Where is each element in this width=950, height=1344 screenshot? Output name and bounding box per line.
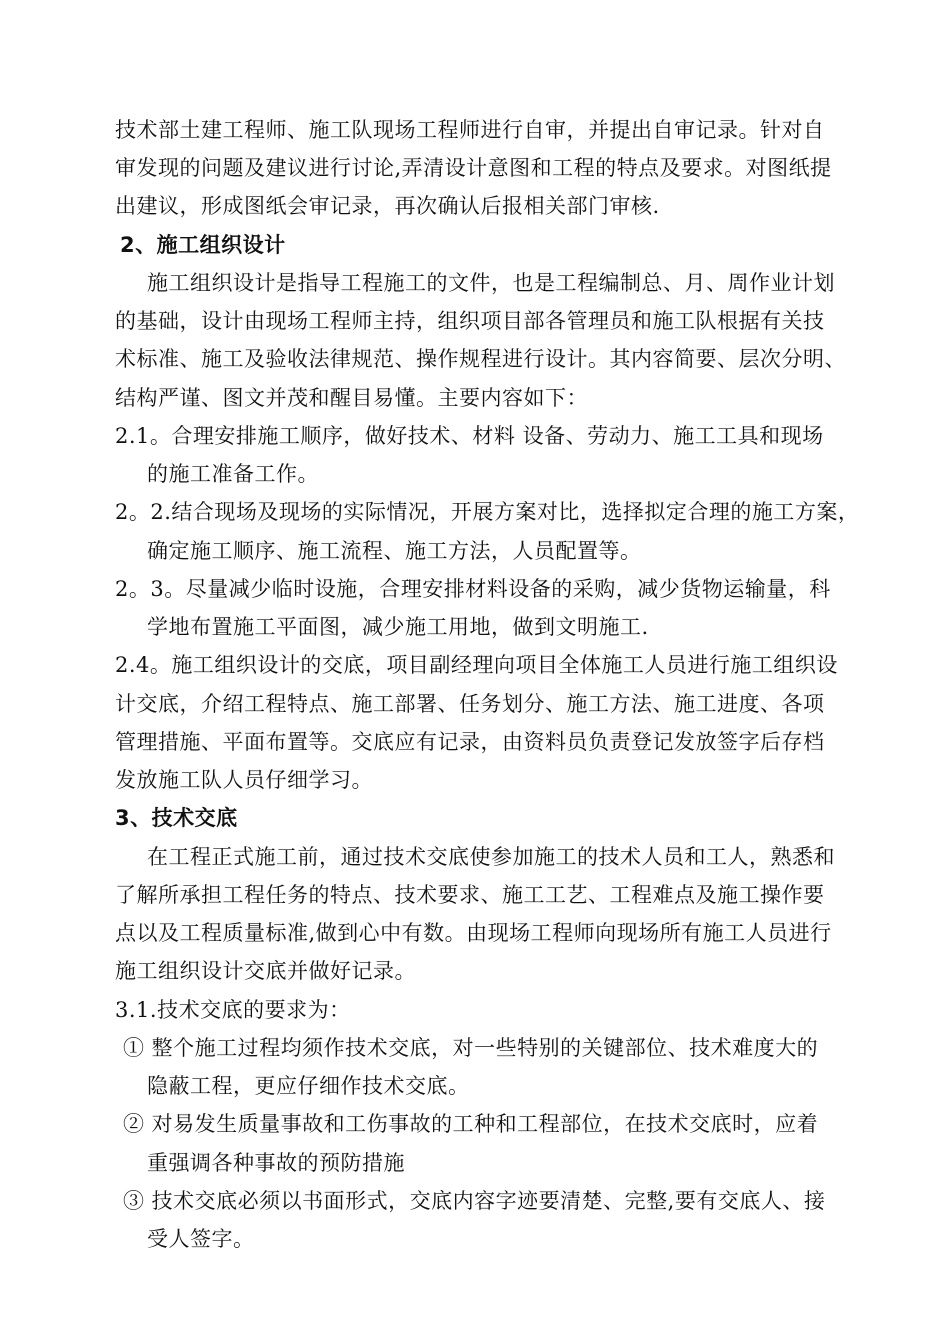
list-item-line: 2.4。施工组织设计的交底，项目副经理向项目全体施工人员进行施工组织设 xyxy=(115,653,838,677)
paragraph-line: 点以及工程质量标准,做到心中有数。由现场工程师向现场所有施工人员进行 xyxy=(115,921,832,945)
list-item-line: 确定施工顺序、施工流程、施工方法，人员配置等。 xyxy=(147,539,642,563)
paragraph-line: 施工组织设计交底并做好记录。 xyxy=(115,959,416,983)
list-item-line: ① 整个施工过程均须作技术交底，对一些特别的关键部位、技术难度大的 xyxy=(123,1036,819,1060)
paragraph-line: 施工组织设计是指导工程施工的文件，也是工程编制总、月、周作业计划 xyxy=(147,271,835,295)
list-item-line: 发放施工队人员仔细学习。 xyxy=(115,768,373,792)
list-item-line: 学地布置施工平面图，减少施工用地，做到文明施工. xyxy=(147,615,649,639)
list-item-line: ③ 技术交底必须以书面形式，交底内容字迹要清楚、完整,要有交底人、接 xyxy=(123,1189,826,1213)
list-item-line: 2。3。尽量减少临时设施，合理安排材料设备的采购，减少货物运输量，科 xyxy=(115,577,831,601)
paragraph-line: 技术部土建工程师、施工队现场工程师进行自审，并提出自审记录。针对自 xyxy=(115,118,825,142)
list-item-line: 重强调各种事故的预防措施 xyxy=(147,1151,405,1175)
list-item-line: 隐蔽工程，更应仔细作技术交底。 xyxy=(147,1074,470,1098)
list-item-line: 2。2.结合现场及现场的实际情况，开展方案对比，选择拟定合理的施工方案， xyxy=(115,500,860,524)
list-item-line: ② 对易发生质量事故和工伤事故的工种和工程部位，在技术交底时，应着 xyxy=(123,1112,819,1136)
section-heading: 3、技术交底 xyxy=(115,806,238,830)
paragraph-line: 术标准、施工及验收法律规范、操作规程进行设计。其内容简要、层次分明、 xyxy=(115,347,846,371)
paragraph-line: 在工程正式施工前，通过技术交底使参加施工的技术人员和工人，熟悉和 xyxy=(147,845,835,869)
paragraph-line: 审发现的问题及建议进行讨论,弄清设计意图和工程的特点及要求。对图纸提 xyxy=(115,156,832,180)
paragraph-line: 结构严谨、图文并茂和醒目易懂。主要内容如下： xyxy=(115,386,588,410)
paragraph-line: 了解所承担工程任务的特点、技术要求、施工工艺、工程难点及施工操作要 xyxy=(115,883,825,907)
paragraph-line: 的基础，设计由现场工程师主持，组织项目部各管理员和施工队根据有关技 xyxy=(115,309,825,333)
list-item-line: 管理措施、平面布置等。交底应有记录，由资料员负责登记发放签字后存档 xyxy=(115,730,825,754)
list-item-line: 的施工准备工作。 xyxy=(147,462,319,486)
list-item-line: 2.1。合理安排施工顺序，做好技术、材料 设备、劳动力、施工工具和现场 xyxy=(115,424,824,448)
paragraph-line: 出建议，形成图纸会审记录，再次确认后报相关部门审核. xyxy=(115,194,660,218)
list-item-line: 计交底，介绍工程特点、施工部署、任务划分、施工方法、施工进度、各项 xyxy=(115,692,825,716)
subsection-heading: 3.1.技术交底的要求为： xyxy=(115,998,351,1022)
list-item-line: 受人签字。 xyxy=(147,1227,255,1251)
section-heading: 2、施工组织设计 xyxy=(120,233,286,257)
